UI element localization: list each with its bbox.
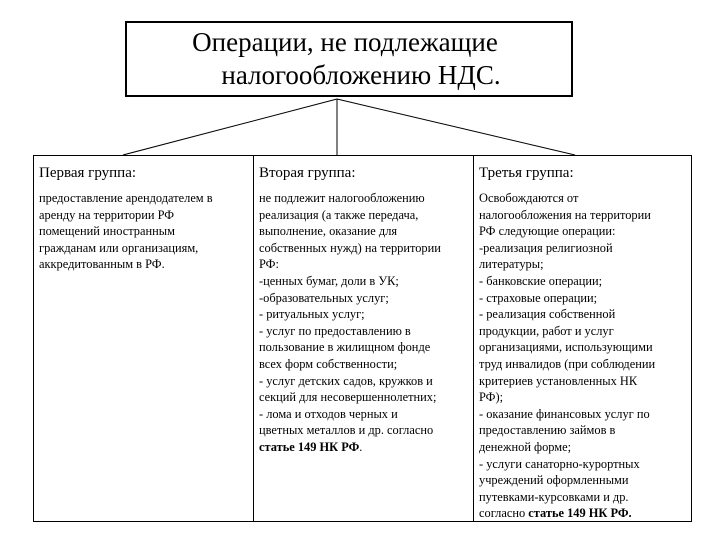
text-line: -образовательных услуг; xyxy=(259,290,389,305)
text-line: - услуги санаторно-курортных xyxy=(479,456,640,471)
group-third-closing xyxy=(479,505,689,522)
text-line: цветных металлов и др. согласно xyxy=(259,423,434,438)
text-line: РФ: xyxy=(259,257,279,272)
text-line: - услуг детских садов, кружков и xyxy=(259,373,433,388)
text-line: -реализация религиозной xyxy=(479,240,613,255)
text-line: труд инвалидов (при соблюдении xyxy=(479,356,656,371)
text-line: - лома и отходов черных и xyxy=(259,406,398,421)
text-line: реализация (а также передача, xyxy=(259,207,419,222)
group-first-text xyxy=(39,190,251,273)
article-reference: статье 149 НК РФ xyxy=(259,439,360,454)
text-line: -ценных бумаг, доли в УК; xyxy=(259,273,399,288)
article-reference: статье 149 НК РФ. xyxy=(528,506,632,521)
connector-right xyxy=(337,99,575,155)
text-line: секций для несовершеннолетних; xyxy=(259,390,437,405)
group-second-text xyxy=(259,190,471,439)
group-second-closing xyxy=(259,439,471,456)
closing-prefix: согласно xyxy=(479,506,529,521)
title-line-1: Операции, не подлежащие xyxy=(192,27,498,57)
text-line: критериев установленных НК xyxy=(479,373,638,388)
text-line: организациями, использующими xyxy=(479,340,653,355)
group-first-column xyxy=(34,156,254,521)
text-line: предоставление арендодателем в xyxy=(39,191,213,205)
text-line: РФ следующие операции: xyxy=(479,224,616,239)
text-line: - ритуальных услуг; xyxy=(259,307,365,322)
group-first-heading: Первая группа: xyxy=(39,165,137,181)
text-line: - оказание финансовых услуг по xyxy=(479,406,650,421)
text-line: выполнение, оказание для xyxy=(259,224,398,239)
title-line-2: налогообложению НДС. xyxy=(221,60,501,90)
text-line: не подлежит налогообложению xyxy=(259,191,425,205)
text-line: литературы; xyxy=(479,257,544,272)
text-line: аренду на территории РФ xyxy=(39,207,175,222)
title-box xyxy=(125,21,573,97)
connector-left xyxy=(123,99,337,155)
text-line: предоставлению займов в xyxy=(479,423,616,438)
text-line: путевками-курсовками и др. xyxy=(479,489,629,504)
text-line: - реализация собственной xyxy=(479,307,616,322)
groups-table xyxy=(33,155,692,522)
group-third-heading: Третья группа: xyxy=(479,165,574,181)
text-line: помещений иностранным xyxy=(39,224,175,239)
text-line: Освобождаются от xyxy=(479,191,579,205)
text-line: РФ); xyxy=(479,390,504,405)
text-line: пользование в жилищном фонде xyxy=(259,340,431,355)
text-line: - банковские операции; xyxy=(479,273,603,288)
closing-period: . xyxy=(359,439,363,454)
text-line: денежной форме; xyxy=(479,439,572,454)
group-third-text xyxy=(479,190,689,505)
group-second-heading: Вторая группа: xyxy=(259,165,356,181)
text-line: налогообложения на территории xyxy=(479,207,651,222)
text-line: аккредитованным в РФ. xyxy=(39,257,165,272)
text-line: учреждений оформленными xyxy=(479,473,629,488)
text-line: гражданам или организациям, xyxy=(39,240,199,255)
text-line: - страховые операции; xyxy=(479,290,598,305)
text-line: собственных нужд) на территории xyxy=(259,240,441,255)
text-line: всех форм собственности; xyxy=(259,356,398,371)
text-line: - услуг по предоставлению в xyxy=(259,323,411,338)
text-line: продукции, работ и услуг xyxy=(479,323,614,338)
group-second-column xyxy=(254,156,474,521)
group-third-column xyxy=(474,156,691,521)
